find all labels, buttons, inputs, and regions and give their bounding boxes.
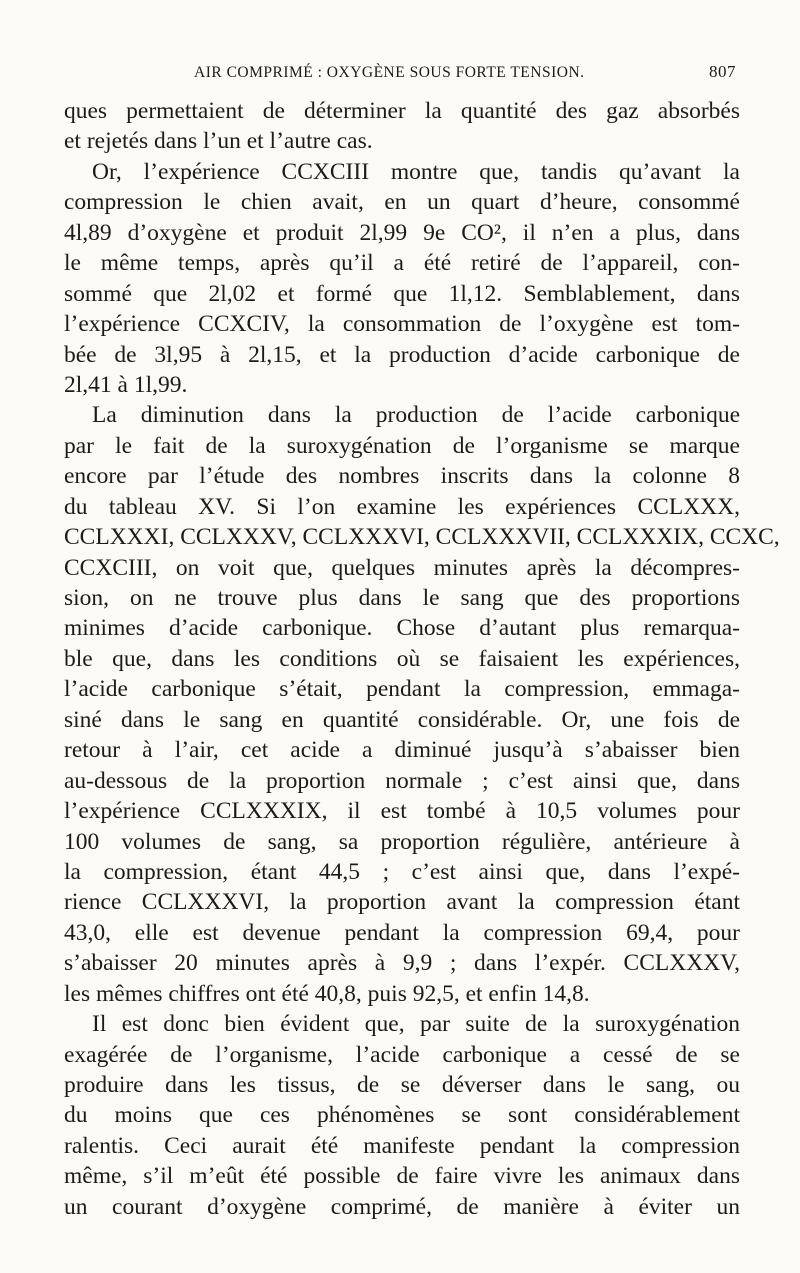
text-line: l’expérience CCXCIV, la consommation de l’oxygène est tom- (64, 311, 740, 338)
text-line: s’abaisser 20 minutes après à 9,9 ; dans l’expér. CCLXXXV, (64, 950, 740, 977)
text-line: Or, l’expérience CCXCIII montre que, tandis qu’avant la (92, 158, 740, 185)
text-line: retour à l’air, cet acide a diminué jusqu’à s’abaisser bien (64, 737, 740, 764)
text-line: la compression, étant 44,5 ; c’est ainsi que, dans l’expé- (64, 858, 740, 885)
text-line: du moins que ces phénomènes se sont considérablement (64, 1102, 740, 1129)
text-line: minimes d’acide carbonique. Chose d’autant plus remarqua- (64, 615, 740, 642)
text-line: ble que, dans les conditions où se faisaient les expériences, (64, 645, 740, 672)
text-line: produire dans les tissus, de se déverser dans le sang, ou (64, 1072, 740, 1098)
page-number: 807 (709, 62, 736, 81)
text-line: sion, on ne trouve plus dans le sang que des proportions (64, 585, 740, 611)
text-line: compression le chien avait, en un quart d’heure, consommé (64, 189, 740, 216)
text-line: encore par l’étude des nombres inscrits dans la colonne 8 (64, 463, 740, 490)
text-line: rience CCLXXXVI, la proportion avant la compression étant (64, 889, 740, 916)
text-line: au-dessous de la proportion normale ; c’est ainsi que, dans (64, 767, 740, 794)
text-line: du tableau XV. Si l’on examine les expériences CCLXXX, (64, 493, 740, 520)
running-title: AIR COMPRIMÉ : OXYGÈNE SOUS FORTE TENSION. (194, 64, 585, 81)
running-head (64, 62, 736, 86)
text-line: 2l,41 à 1l,99. (64, 371, 188, 398)
text-line: ralentis. Ceci aurait été manifeste pendant la compression (64, 1132, 740, 1159)
text-line: siné dans le sang en quantité considérable. Or, une fois de (64, 706, 740, 733)
text-line: les mêmes chiffres ont été 40,8, puis 92,5, et enfin 14,8. (64, 980, 590, 1007)
text-line: La diminution dans la production de l’acide carbonique (92, 402, 740, 429)
text-line: CCLXXXI, CCLXXXV, CCLXXXVI, CCLXXXVII, CCLXXXIX, CCXC, (64, 524, 780, 551)
text-line: le même temps, après qu’il a été retiré de l’appareil, con- (64, 250, 740, 277)
body-text (64, 96, 780, 1222)
text-line: 43,0, elle est devenue pendant la compression 69,4, pour (64, 919, 740, 946)
text-line: 4l,89 d’oxygène et produit 2l,99 9e CO², il n’en a plus, dans (64, 219, 740, 246)
text-line: l’acide carbonique s’était, pendant la compression, emmaga- (64, 676, 740, 703)
text-line: 100 volumes de sang, sa proportion régulière, antérieure à (64, 828, 740, 855)
text-line: l’expérience CCLXXXIX, il est tombé à 10,5 volumes pour (64, 798, 740, 825)
text-line: CCXCIII, on voit que, quelques minutes après la décompres- (64, 554, 740, 581)
text-line: un courant d’oxygène comprimé, de manière à éviter un (64, 1193, 740, 1220)
text-line: Il est donc bien évident que, par suite de la suroxygénation (92, 1011, 740, 1038)
text-line: exagérée de l’organisme, l’acide carbonique a cessé de se (64, 1041, 740, 1068)
text-line: et rejetés dans l’un et l’autre cas. (64, 128, 373, 155)
text-line: par le fait de la suroxygénation de l’organisme se marque (64, 432, 740, 459)
text-line: ques permettaient de déterminer la quantité des gaz absorbés (64, 98, 740, 124)
text-line: bée de 3l,95 à 2l,15, et la production d’acide carbonique de (64, 341, 740, 368)
text-line: même, s’il m’eût été possible de faire vivre les animaux dans (64, 1163, 740, 1190)
text-line: sommé que 2l,02 et formé que 1l,12. Semblablement, dans (64, 280, 740, 307)
